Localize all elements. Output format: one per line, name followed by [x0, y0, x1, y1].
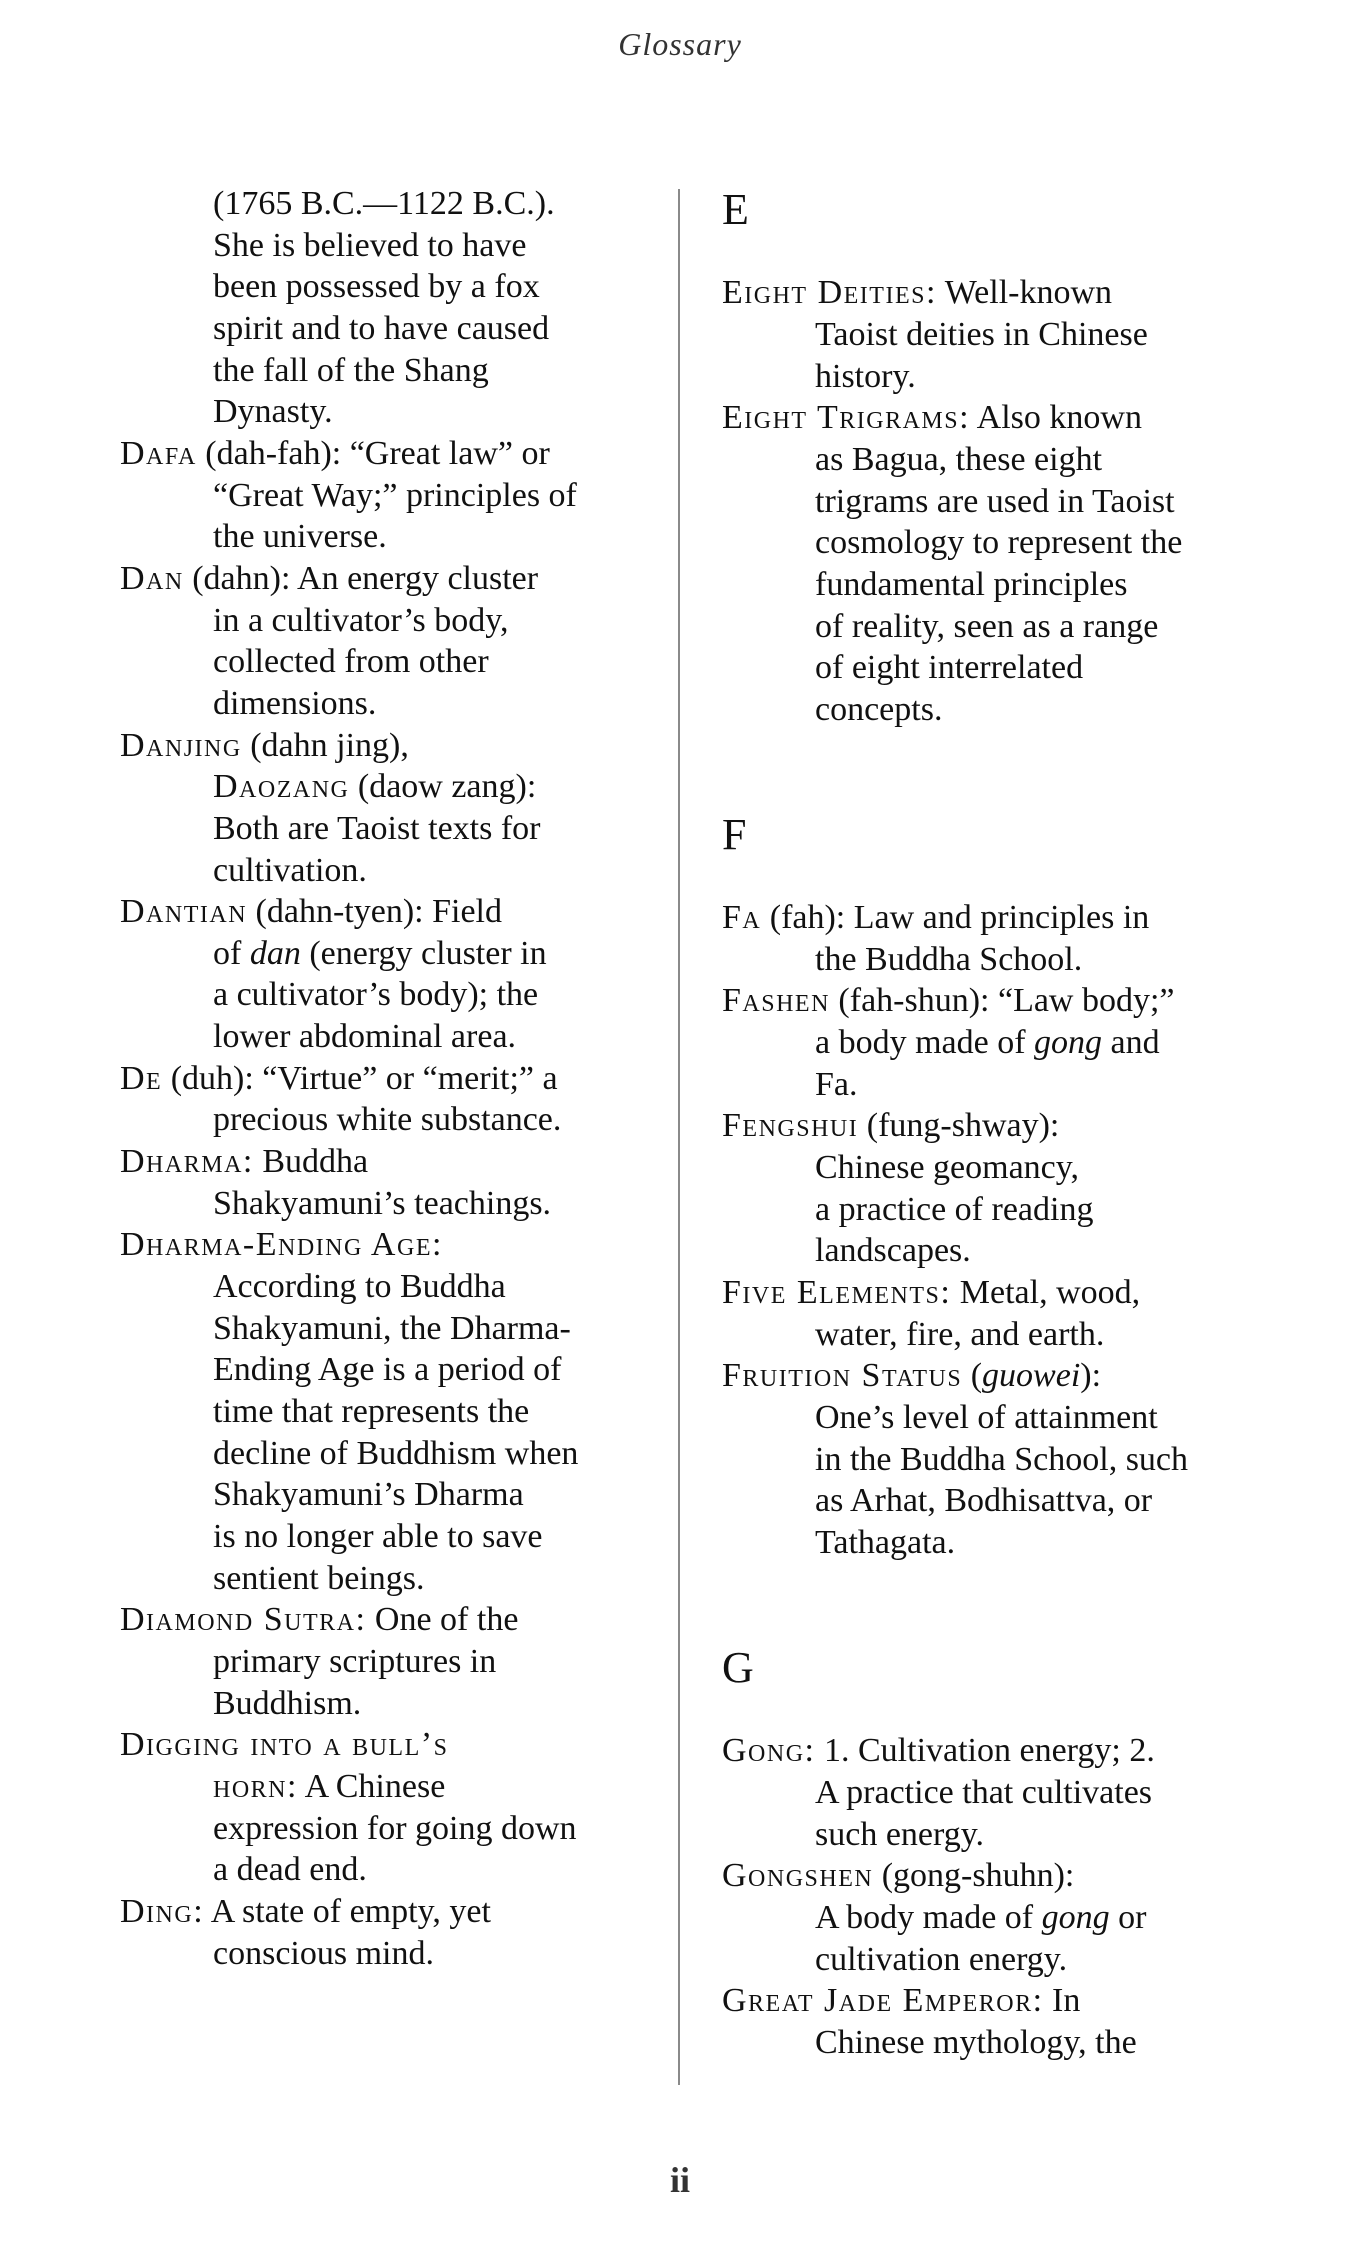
entry-text: a body made of — [815, 1024, 1035, 1062]
entry-continuation-line — [120, 1099, 660, 1141]
entry-continuation-line — [722, 606, 1322, 648]
entry-continuation-line — [722, 522, 1322, 564]
entry-term: Gong: — [722, 1732, 816, 1770]
entry-text: Buddha — [253, 1143, 369, 1181]
entry-text: the fall of the Shang — [213, 351, 489, 389]
entry-continuation-line — [120, 1349, 660, 1391]
entry-text: a dead end. — [213, 1851, 367, 1889]
entry-term: Fashen — [722, 982, 830, 1020]
entry-text: (1765 B.C.—1122 B.C.). — [213, 185, 555, 222]
entry-continuation-line — [120, 600, 660, 642]
entry-continuation-line — [120, 683, 660, 725]
entry-text: in the Buddha School, such — [815, 1440, 1189, 1478]
entry-first-line — [120, 433, 660, 475]
entry-term: De — [120, 1059, 163, 1097]
entry-continuation-line — [722, 939, 1322, 981]
entry-continuation-line — [722, 564, 1322, 606]
entry-text: A body made of — [815, 1898, 1042, 1936]
entry-continuation-line — [120, 641, 660, 683]
blank-line — [722, 1689, 1322, 1731]
entry-text: “Great Way;” principles of — [213, 476, 577, 514]
entry-first-line — [120, 1599, 660, 1641]
entry-term: Fa — [722, 899, 762, 937]
entry-continuation-line — [722, 1397, 1322, 1439]
entry-text: (fah-shun): “Law body;” — [829, 982, 1175, 1020]
entry-continuation-line — [120, 225, 660, 267]
entry-term: Fengshui — [722, 1107, 859, 1145]
entry-text: the Buddha School. — [815, 940, 1083, 978]
entry-first-line — [722, 897, 1322, 939]
entry-term: Gongshen — [722, 1857, 874, 1895]
column-divider — [678, 189, 680, 2085]
entry-text: water, fire, and earth. — [815, 1315, 1105, 1353]
entry-continuation-line — [722, 1897, 1322, 1939]
entry-continuation-line — [120, 1433, 660, 1475]
entry-text: A practice that cultivates — [815, 1773, 1153, 1811]
entry-continuation-line — [722, 647, 1322, 689]
entry-continuation-line — [120, 1558, 660, 1600]
entry-continuation-line — [120, 350, 660, 392]
blank-line — [722, 856, 1322, 898]
entry-text: According to Buddha — [213, 1268, 506, 1306]
entry-continuation-line — [722, 1939, 1322, 1981]
blank-line — [722, 731, 1322, 773]
entry-term: Fruition Status — [722, 1357, 963, 1395]
entry-term: Dharma: — [120, 1143, 254, 1181]
entry-term: Dan — [120, 559, 184, 597]
entry-continuation-line — [722, 1814, 1322, 1856]
entry-term: Dharma-Ending Age: — [120, 1226, 443, 1264]
italic-term: guowei — [982, 1357, 1081, 1395]
entry-text: (fung-shway): — [858, 1107, 1060, 1145]
entry-text: (duh): “Virtue” or “merit;” a — [162, 1059, 558, 1097]
entry-text: Well-known — [936, 274, 1113, 312]
entry-continuation-line — [722, 1064, 1322, 1106]
entry-first-line — [120, 725, 660, 767]
entry-continuation-line — [722, 1772, 1322, 1814]
entry-first-line — [120, 891, 660, 933]
entry-first-line — [722, 1730, 1322, 1772]
entry-continuation-line — [722, 1189, 1322, 1231]
entry-continuation-line — [722, 1314, 1322, 1356]
entry-text: (dahn): An energy cluster — [183, 559, 539, 597]
entry-first-line — [120, 1891, 660, 1933]
entry-text: Taoist deities in Chinese — [815, 315, 1148, 353]
entry-text: (energy cluster in — [300, 934, 547, 972]
entry-continuation-line — [120, 475, 660, 517]
entry-text: a cultivator’s body); the — [213, 976, 539, 1014]
entry-text: fundamental principles — [815, 565, 1128, 603]
entry-text: conscious mind. — [213, 1934, 434, 1972]
entry-text: (dahn jing), — [241, 726, 409, 764]
entry-continuation-line — [120, 1766, 660, 1808]
entry-text: spirit and to have caused — [213, 309, 550, 347]
entry-text: and — [1102, 1024, 1160, 1062]
entry-text: She is believed to have — [213, 226, 527, 264]
entry-continuation-line — [722, 1022, 1322, 1064]
entry-text: Shakyamuni’s Dharma — [213, 1476, 524, 1514]
entry-text: of — [213, 934, 250, 972]
entry-continuation-line — [120, 183, 660, 225]
entry-text: Dynasty. — [213, 393, 333, 431]
entry-text: ): — [1080, 1357, 1102, 1395]
entry-text: cultivation. — [213, 851, 367, 889]
entry-continuation-line — [120, 850, 660, 892]
glossary-column-right — [722, 185, 1322, 2064]
blank-line — [722, 1605, 1322, 1647]
entry-text: (gong-shuhn): — [873, 1857, 1075, 1895]
entry-text: cultivation energy. — [815, 1940, 1068, 1978]
entry-first-line — [120, 558, 660, 600]
entry-term: horn: — [213, 1767, 298, 1805]
entry-text: primary scriptures in — [213, 1642, 497, 1680]
entry-text: collected from other — [213, 643, 489, 681]
entry-continuation-line — [722, 481, 1322, 523]
entry-continuation-line — [120, 1308, 660, 1350]
entry-continuation-line — [120, 766, 660, 808]
entry-text: Buddhism. — [213, 1684, 362, 1722]
entry-first-line — [722, 1980, 1322, 2022]
entry-continuation-line — [120, 1266, 660, 1308]
entry-first-line — [120, 1724, 660, 1766]
entry-term: Great Jade Emperor: — [722, 1982, 1044, 2020]
entry-continuation-line — [722, 314, 1322, 356]
blank-line — [722, 231, 1322, 273]
entry-continuation-line — [120, 266, 660, 308]
entry-text: a practice of reading — [815, 1190, 1094, 1228]
entry-text: Fa. — [815, 1065, 858, 1103]
entry-text: 1. Cultivation energy; 2. — [815, 1732, 1155, 1770]
entry-first-line — [722, 1272, 1322, 1314]
italic-term: gong — [1034, 1024, 1103, 1062]
section-letter: G — [722, 1642, 754, 1692]
entry-continuation-line — [120, 1641, 660, 1683]
entry-term: Digging into a bull’s — [120, 1726, 449, 1764]
entry-term: Eight Trigrams: — [722, 399, 971, 437]
entry-text: lower abdominal area. — [213, 1018, 517, 1056]
entry-continuation-line — [722, 439, 1322, 481]
entry-continuation-line — [120, 933, 660, 975]
entry-text: Metal, wood, — [951, 1274, 1141, 1312]
entry-continuation-line — [120, 1849, 660, 1891]
entry-text: concepts. — [815, 690, 943, 728]
entry-text: trigrams are used in Taoist — [815, 482, 1175, 520]
entry-continuation-line — [722, 1147, 1322, 1189]
entry-text: sentient beings. — [213, 1559, 425, 1597]
entry-text: in a cultivator’s body, — [213, 601, 509, 639]
entry-term: Ding: — [120, 1892, 205, 1930]
entry-first-line — [722, 980, 1322, 1022]
entry-text: (daow zang): — [349, 768, 537, 806]
section-letter: F — [722, 809, 747, 859]
page-number: ii — [669, 2160, 690, 2200]
entry-text: of reality, seen as a range — [815, 607, 1159, 645]
entry-continuation-line — [120, 1933, 660, 1975]
entry-text: (fah): Law and principles in — [761, 899, 1150, 937]
entry-text: precious white substance. — [213, 1101, 562, 1139]
entry-term: Five Elements: — [722, 1274, 952, 1312]
entry-continuation-line — [120, 1474, 660, 1516]
entry-text: Ending Age is a period of — [213, 1351, 562, 1389]
entry-first-line — [722, 397, 1322, 439]
entry-text: landscapes. — [815, 1232, 971, 1270]
entry-continuation-line — [120, 974, 660, 1016]
blank-line — [722, 1564, 1322, 1606]
entry-text: been possessed by a fox — [213, 268, 540, 306]
entry-text: such energy. — [815, 1815, 985, 1853]
entry-text: Chinese geomancy, — [815, 1149, 1080, 1187]
entry-text: the universe. — [213, 518, 387, 556]
entry-continuation-line — [120, 1683, 660, 1725]
entry-text: is no longer able to save — [213, 1518, 543, 1555]
entry-text: decline of Buddhism when — [213, 1434, 579, 1472]
entry-text: (dahn-tyen): Field — [247, 893, 502, 931]
entry-first-line — [120, 1224, 660, 1266]
entry-first-line — [722, 1105, 1322, 1147]
entry-text: expression for going down — [213, 1809, 577, 1847]
entry-continuation-line — [120, 391, 660, 433]
entry-text: Tathagata. — [815, 1524, 956, 1561]
entry-first-line — [120, 1058, 660, 1100]
entry-continuation-line — [722, 1230, 1322, 1272]
entry-first-line — [722, 1855, 1322, 1897]
entry-text: Shakyamuni’s teachings. — [213, 1184, 552, 1222]
entry-first-line — [722, 272, 1322, 314]
entry-text: (dah-fah): “Great law” or — [196, 434, 550, 472]
entry-continuation-line — [722, 356, 1322, 398]
entry-text: Shakyamuni, the Dharma- — [213, 1309, 571, 1347]
entry-text: history. — [815, 357, 916, 395]
entry-continuation-line — [722, 1522, 1322, 1564]
entry-continuation-line — [120, 1391, 660, 1433]
entry-text: dimensions. — [213, 684, 377, 722]
entry-text: or — [1109, 1898, 1147, 1936]
entry-text: Both are Taoist texts for — [213, 809, 541, 847]
section-letter: E — [722, 185, 749, 234]
entry-continuation-line — [120, 516, 660, 558]
entry-continuation-line — [722, 689, 1322, 731]
entry-term: Dantian — [120, 893, 248, 931]
entry-text: One’s level of attainment — [815, 1399, 1158, 1437]
entry-first-line — [722, 1355, 1322, 1397]
entry-term: Danjing — [120, 726, 242, 764]
italic-term: gong — [1041, 1898, 1110, 1936]
entry-continuation-line — [120, 1016, 660, 1058]
entry-text: as Bagua, these eight — [815, 440, 1103, 478]
entry-first-line — [120, 1141, 660, 1183]
entry-text: time that represents the — [213, 1393, 530, 1431]
entry-text: In — [1043, 1982, 1081, 2020]
entry-continuation-line — [120, 1183, 660, 1225]
italic-term: dan — [249, 934, 301, 972]
entry-continuation-line — [722, 2022, 1322, 2064]
entry-text: A Chinese — [297, 1767, 446, 1805]
entry-term: Daozang — [213, 768, 350, 806]
entry-term: Dafa — [120, 434, 197, 472]
entry-text: as Arhat, Bodhisattva, or — [815, 1482, 1153, 1520]
entry-text: cosmology to represent the — [815, 524, 1183, 562]
entry-continuation-line — [120, 1516, 660, 1558]
entry-continuation-line — [120, 308, 660, 350]
entry-continuation-line — [722, 1439, 1322, 1481]
entry-text: One of the — [366, 1601, 519, 1639]
entry-text: ( — [962, 1357, 983, 1395]
entry-term: Eight Deities: — [722, 274, 937, 312]
entry-term: Diamond Sutra: — [120, 1601, 367, 1639]
entry-text: A state of empty, yet — [204, 1892, 491, 1930]
entry-text: Also known — [970, 399, 1142, 437]
entry-text: of eight interrelated — [815, 649, 1084, 687]
running-head: Glossary — [618, 26, 742, 62]
entry-text: Chinese mythology, the — [815, 2023, 1137, 2061]
blank-line — [722, 772, 1322, 814]
glossary-column-left — [120, 183, 660, 1974]
entry-continuation-line — [120, 808, 660, 850]
entry-continuation-line — [722, 1480, 1322, 1522]
entry-continuation-line — [120, 1808, 660, 1850]
